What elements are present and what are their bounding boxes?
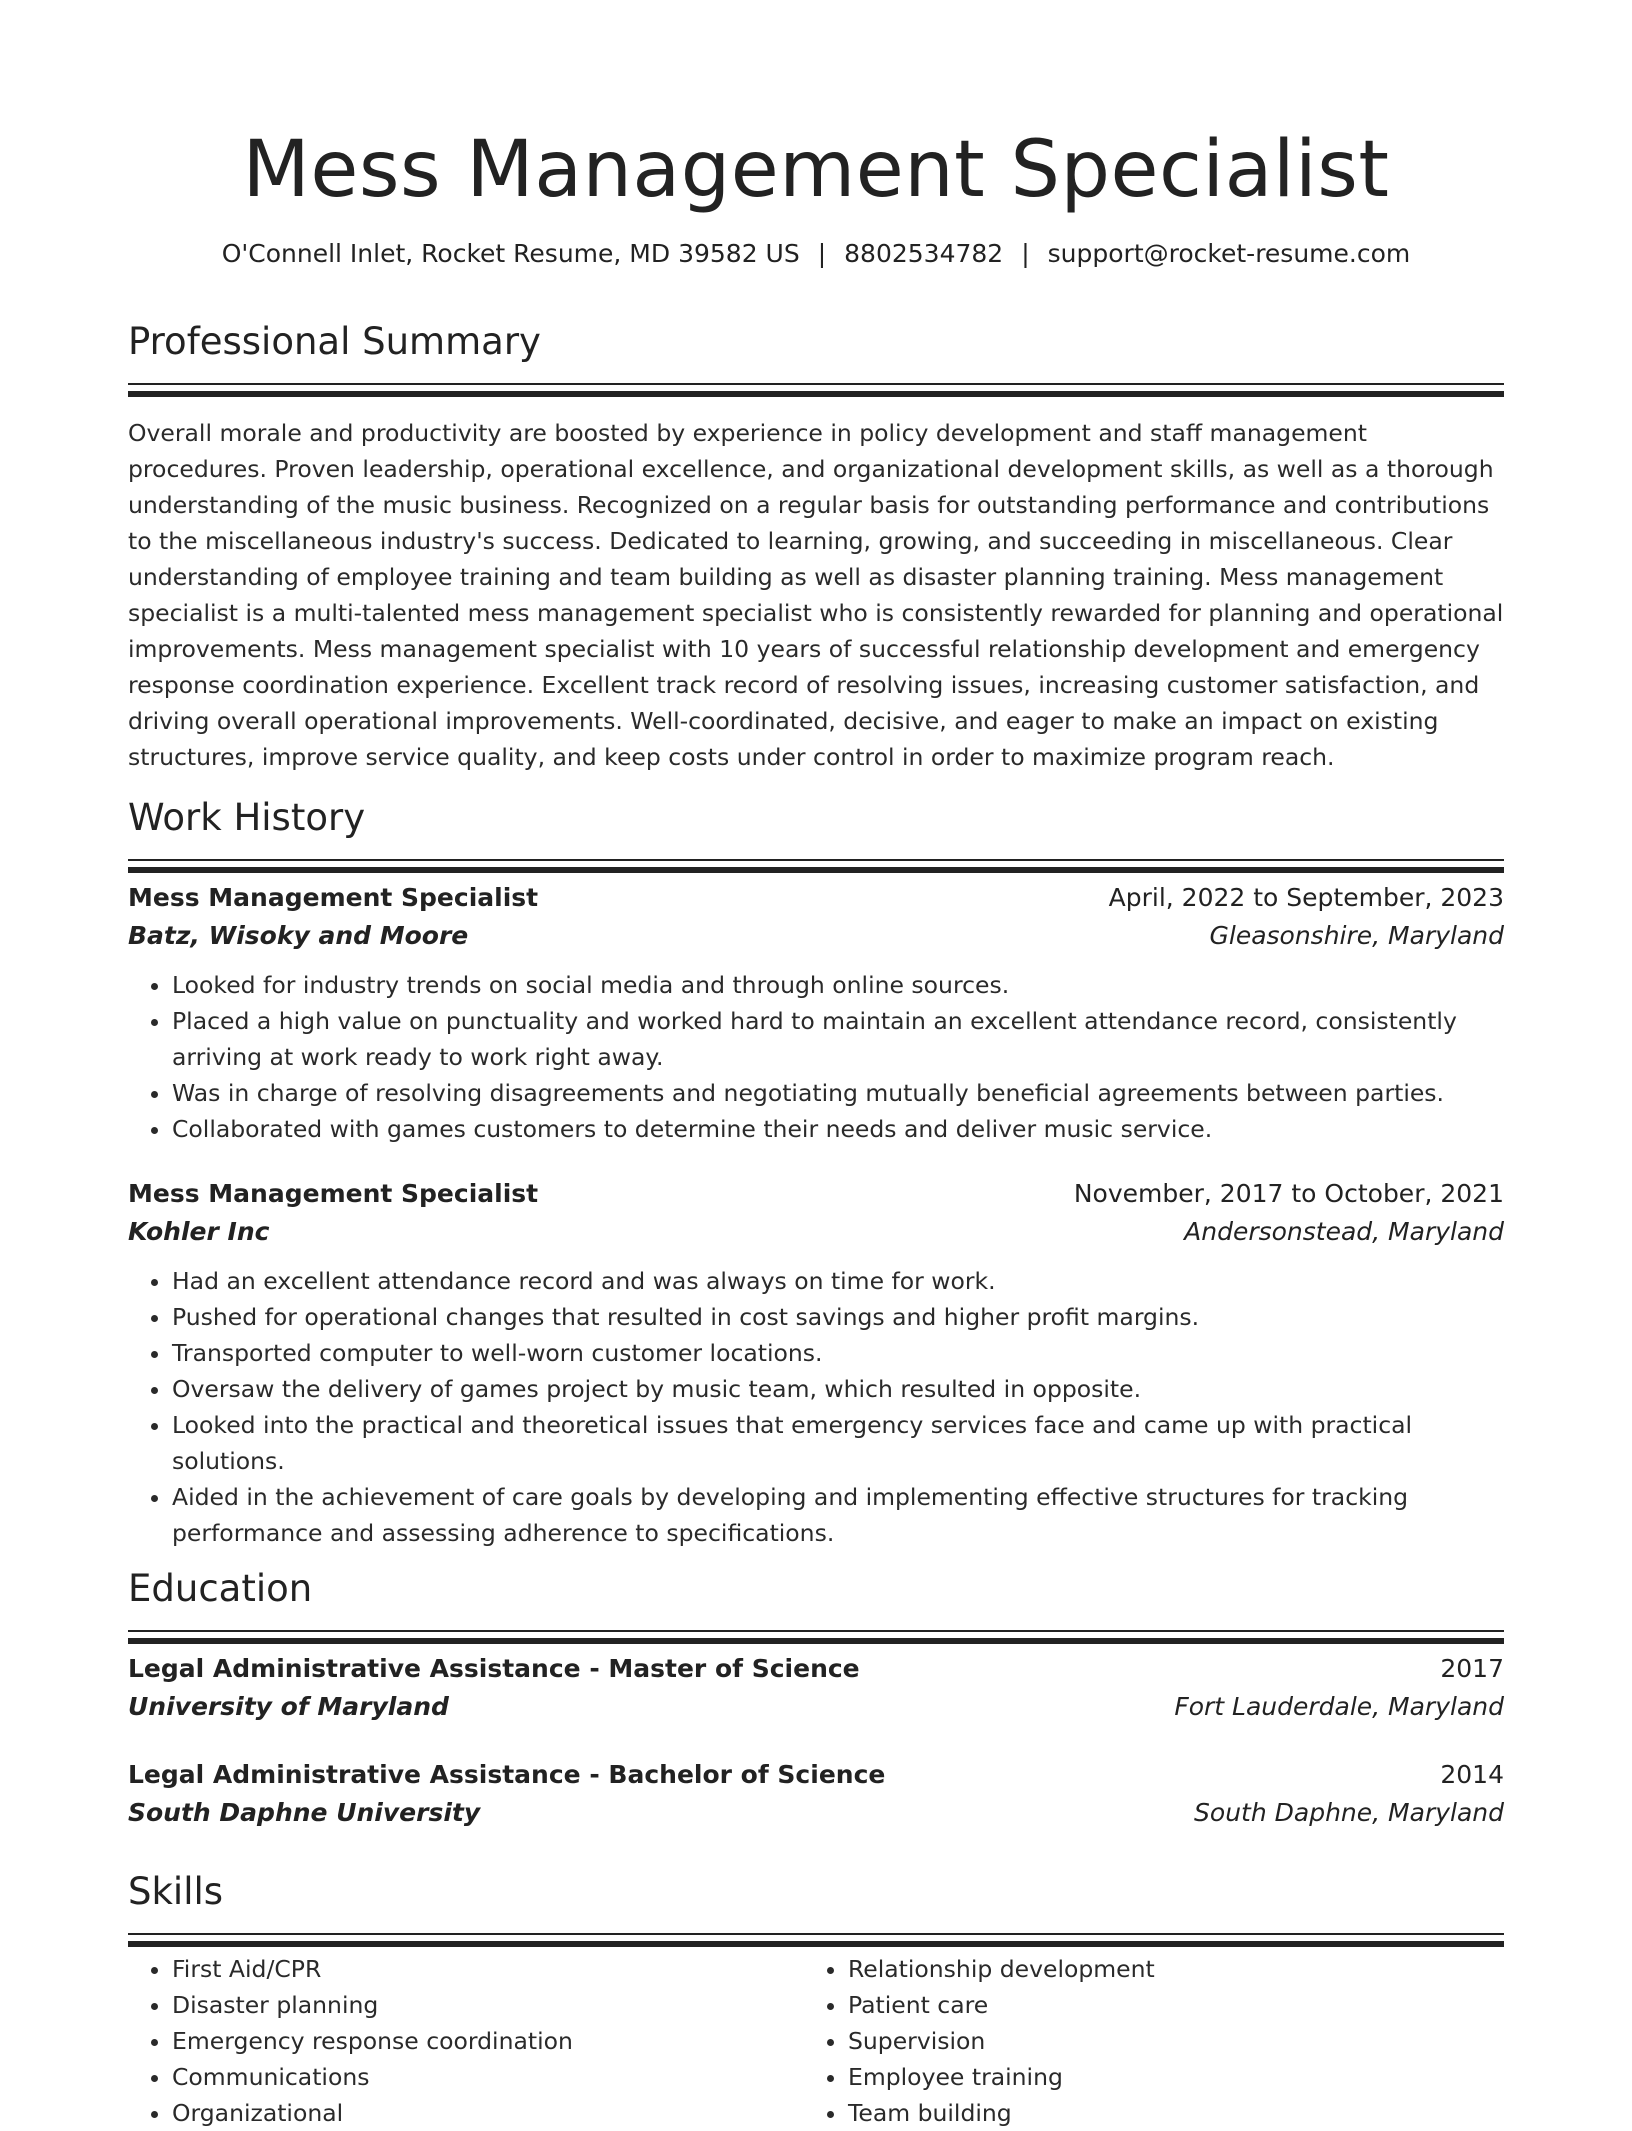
list-item: • Was in charge of resolving disagreements and negotiating mutually beneficial agreements between parties.	[172, 1075, 1504, 1111]
job-entry	[128, 1175, 1504, 1551]
job-bullets	[128, 1263, 1504, 1551]
section-education	[128, 1564, 1504, 1832]
skill-item: • Emergency response coordination	[172, 2023, 804, 2059]
list-item: • Had an excellent attendance record and was always on time for work.	[172, 1263, 1504, 1299]
list-item: • Pushed for operational changes that resulted in cost savings and higher profit margins.	[172, 1299, 1504, 1335]
education-degree: Legal Administrative Assistance - Bachelor of Science	[128, 1760, 886, 1789]
job-dates: November, 2017 to October, 2021	[1073, 1179, 1504, 1208]
contact-separator: |	[1021, 239, 1030, 268]
job-header	[128, 1175, 1504, 1213]
skill-item: • Supervision	[848, 2023, 1480, 2059]
job-dates: April, 2022 to September, 2023	[1108, 883, 1504, 912]
education-location: South Daphne, Maryland	[1194, 1798, 1504, 1827]
list-item: • Aided in the achievement of care goals by developing and implementing effective structures for tracking performance and assessing adherence to specifications.	[172, 1479, 1504, 1551]
skill-item: • Patient care	[848, 1987, 1480, 2023]
job-location: Andersonstead, Maryland	[1184, 1217, 1504, 1246]
resume-page	[128, 0, 1504, 2127]
skills-columns	[128, 1951, 1504, 2131]
job-entry	[128, 879, 1504, 1147]
section-title-summary: Professional Summary	[128, 320, 541, 363]
list-item: • Oversaw the delivery of games project by music team, which resulted in opposite.	[172, 1371, 1504, 1407]
education-school: University of Maryland	[128, 1692, 449, 1721]
job-subheader	[128, 917, 1504, 955]
education-subheader	[128, 1688, 1504, 1726]
contact-address: O'Connell Inlet, Rocket Resume, MD 39582 US	[221, 239, 800, 268]
education-entry	[128, 1756, 1504, 1832]
education-location: Fort Lauderdale, Maryland	[1174, 1692, 1504, 1721]
job-location: Gleasonshire, Maryland	[1209, 921, 1504, 950]
education-header	[128, 1650, 1504, 1688]
skill-item: • Organizational	[172, 2095, 804, 2131]
job-subheader	[128, 1213, 1504, 1251]
job-title: Mess Management Specialist	[128, 883, 539, 912]
section-divider	[128, 383, 1504, 385]
section-divider	[128, 1933, 1504, 1935]
skills-list-left	[128, 1951, 804, 2131]
section-work-history	[128, 793, 1504, 1551]
skill-item: • Disaster planning	[172, 1987, 804, 2023]
education-header	[128, 1756, 1504, 1794]
skill-item: • First Aid/CPR	[172, 1951, 804, 1987]
summary-text: Overall morale and productivity are boosted by experience in policy development and staff management procedures. Proven leadership, operational excellence, and organizational development skills, as well as a thorough understanding of the music business. Recognized on a regular basis for outstanding performance and contributions to the miscellaneous industry's success. Dedicated to learning, growing, and succeeding in miscellaneous. Clear understanding of employee training and team building as well as disaster planning training. Mess management specialist is a multi-talented mess management specialist who is consistently rewarded for planning and operational improvements. Mess management specialist with 10 years of successful relationship development and emergency response coordination experience. Excellent track record of resolving issues, increasing customer satisfaction, and driving overall operational improvements. Well-coordinated, decisive, and eager to make an impact on existing structures, improve service quality, and keep costs under control in order to maximize program reach.	[128, 419, 1504, 771]
section-divider	[128, 1630, 1504, 1632]
job-header	[128, 879, 1504, 917]
job-company: Batz, Wisoky and Moore	[128, 921, 469, 950]
skills-list-right	[804, 1951, 1480, 2131]
section-title-education: Education	[128, 1567, 313, 1610]
list-item: • Looked into the practical and theoretical issues that emergency services face and came up with practical solutions.	[172, 1407, 1504, 1479]
job-bullets	[128, 967, 1504, 1147]
skill-item: • Team building	[848, 2095, 1480, 2131]
section-summary	[128, 317, 1504, 775]
skill-item: • Relationship development	[848, 1951, 1480, 1987]
section-title-work: Work History	[128, 796, 366, 839]
contact-phone: 8802534782	[844, 239, 1004, 268]
contact-line	[128, 236, 1504, 272]
list-item: • Collaborated with games customers to determine their needs and deliver music service.	[172, 1111, 1504, 1147]
section-divider	[128, 859, 1504, 861]
contact-email: support@rocket-resume.com	[1047, 239, 1411, 268]
education-subheader	[128, 1794, 1504, 1832]
job-company: Kohler Inc	[128, 1217, 270, 1246]
education-year: 2014	[1440, 1760, 1504, 1789]
section-title-skills: Skills	[128, 1870, 224, 1913]
list-item: • Transported computer to well-worn customer locations.	[172, 1335, 1504, 1371]
list-item: • Placed a high value on punctuality and worked hard to maintain an excellent attendance record, consistently arriving at work ready to work right away.	[172, 1003, 1504, 1075]
education-year: 2017	[1440, 1654, 1504, 1683]
section-skills	[128, 1867, 1504, 2131]
education-school: South Daphne University	[128, 1798, 481, 1827]
education-degree: Legal Administrative Assistance - Master of Science	[128, 1654, 860, 1683]
job-title: Mess Management Specialist	[128, 1179, 539, 1208]
skill-item: • Employee training	[848, 2059, 1480, 2095]
education-entry	[128, 1650, 1504, 1726]
contact-separator: |	[817, 239, 827, 268]
skill-item: • Communications	[172, 2059, 804, 2095]
resume-name: Mess Management Specialist	[242, 125, 1390, 215]
list-item: • Looked for industry trends on social media and through online sources.	[172, 967, 1504, 1003]
